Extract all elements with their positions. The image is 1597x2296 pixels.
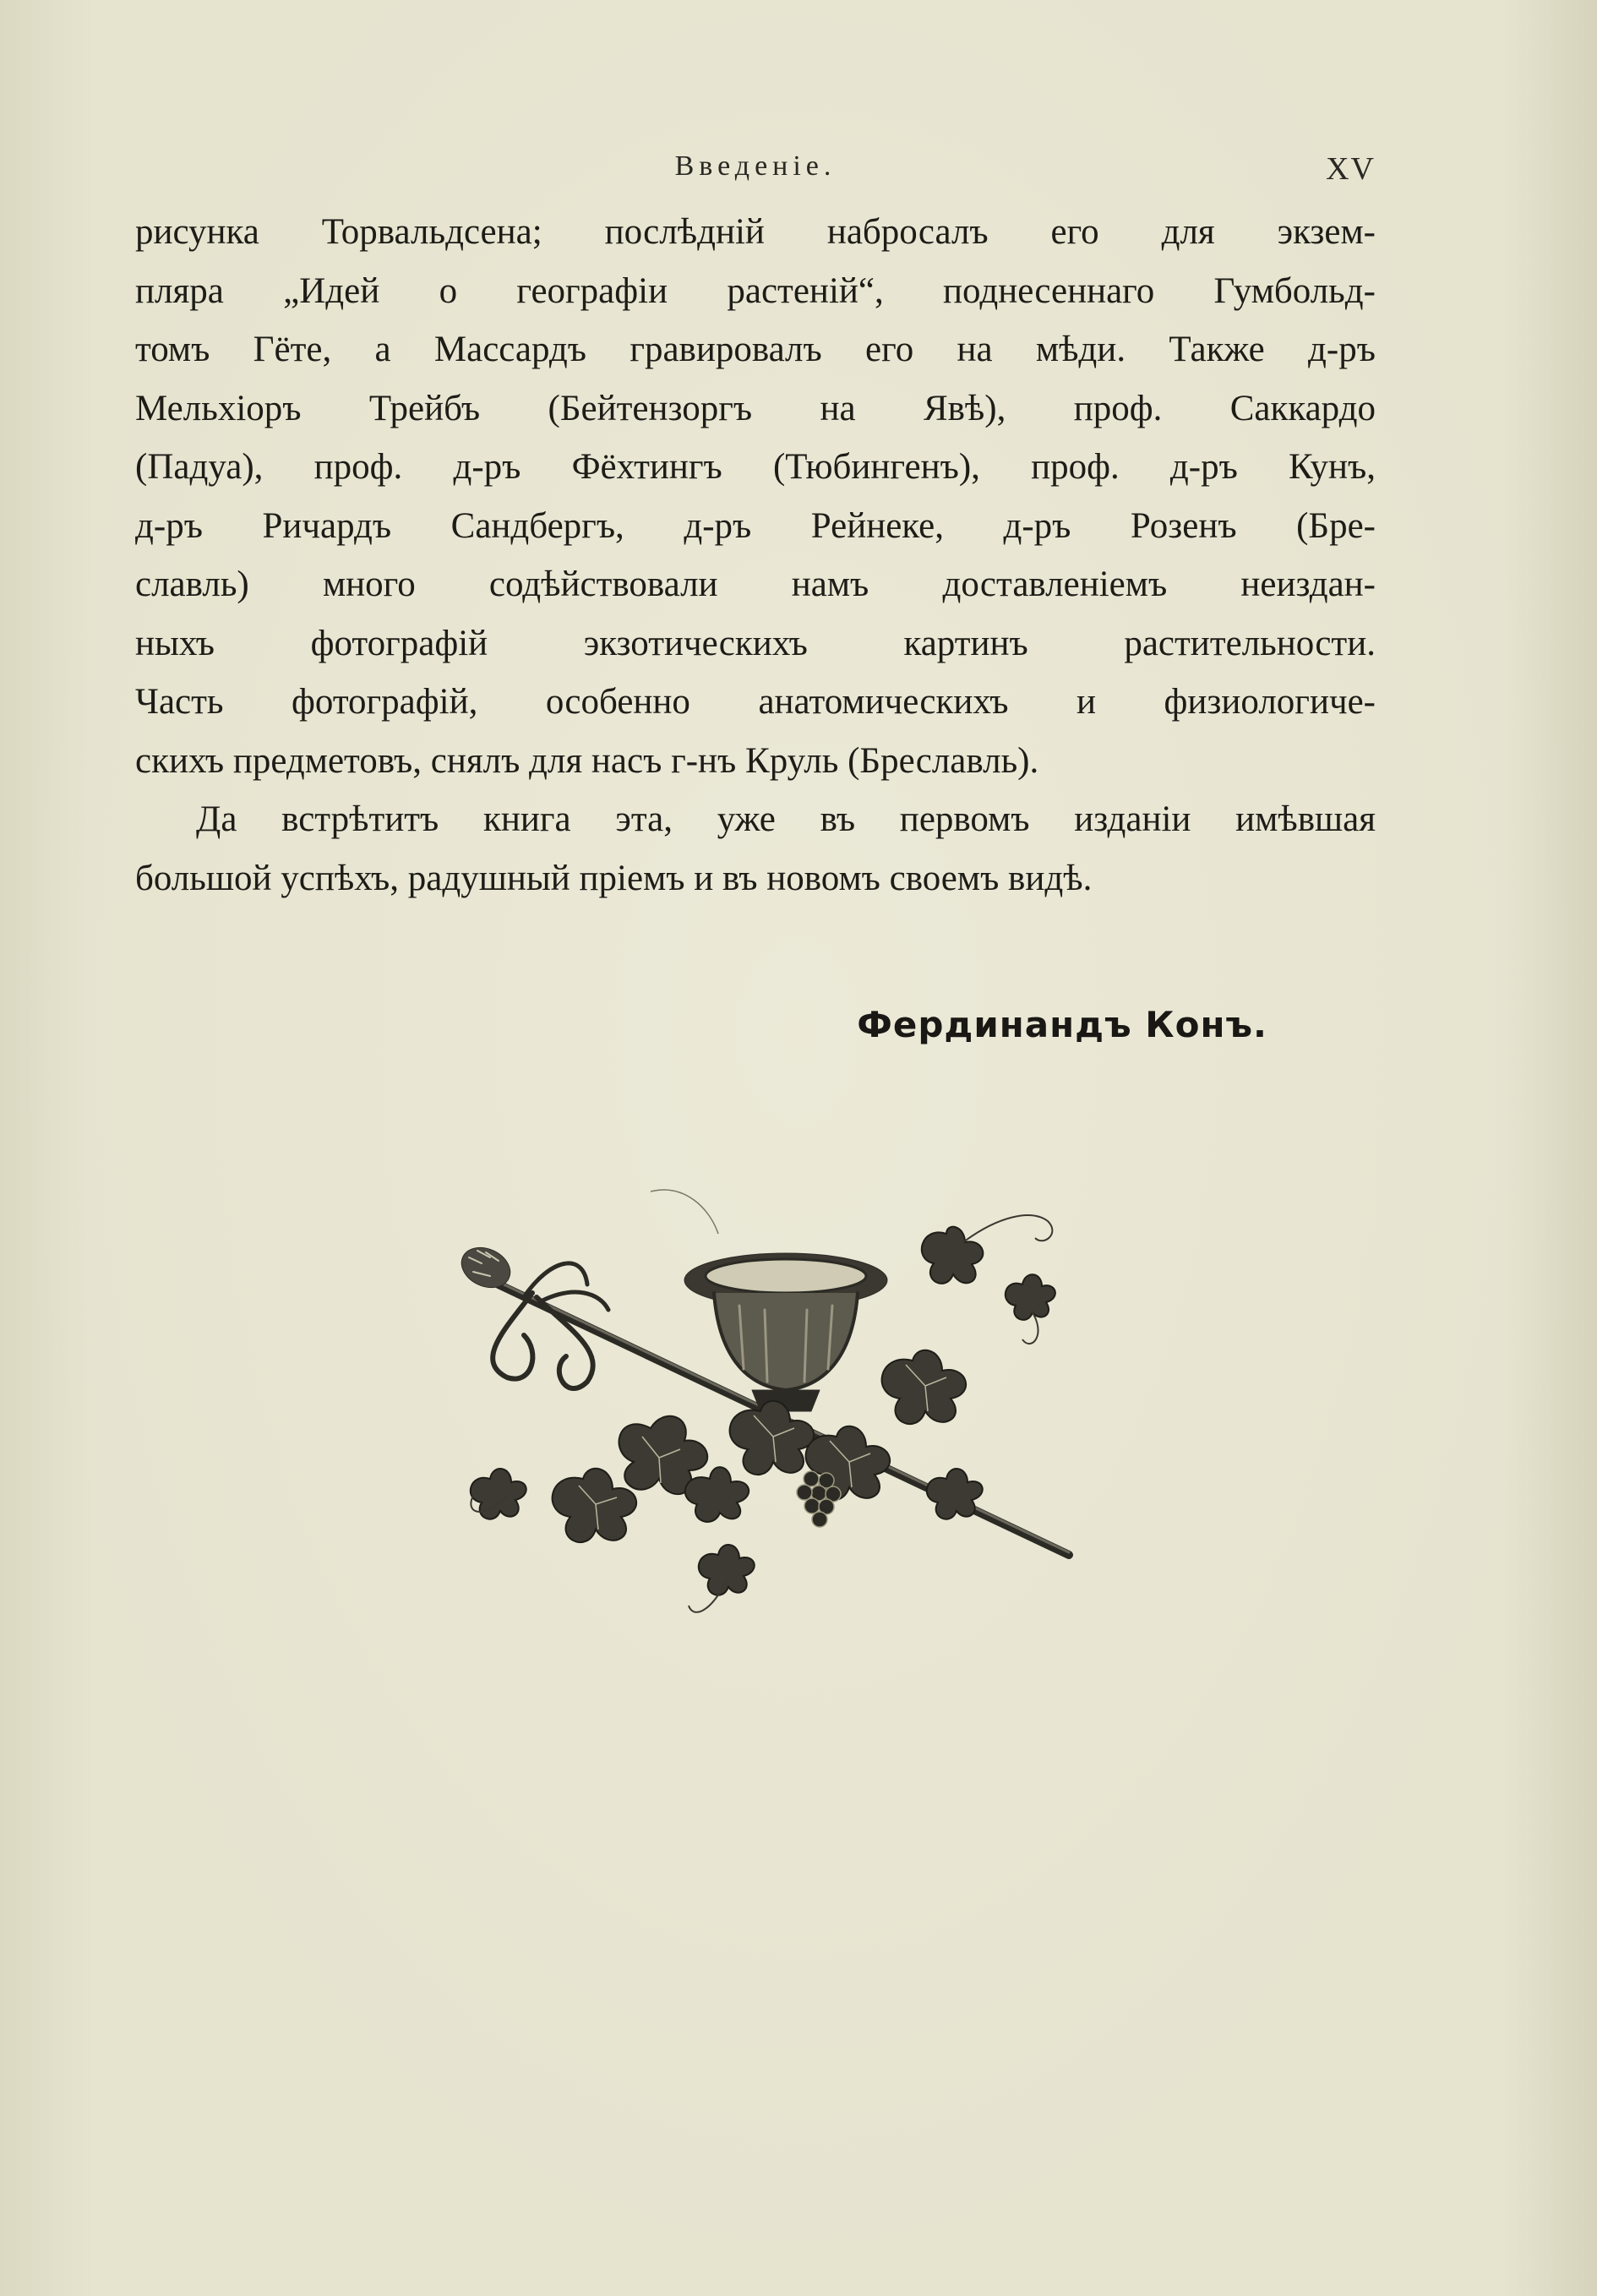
text-line: рисунка Торвальдсена; послѣдній набросалъ его для экзем-: [135, 212, 1376, 252]
text-line: славль) много содѣйствовали намъ доставленіемъ неиздан-: [135, 564, 1376, 604]
text-line: пляра „Идей о географіи растеній“, поднесеннаго Гумбольд-: [135, 270, 1376, 311]
text-line: большой успѣхъ, радушный пріемъ и въ новомъ своемъ видѣ.: [135, 858, 1093, 898]
text-line: (Падуа), проф. д-ръ Фёхтингъ (Тюбингенъ), проф. д-ръ Кунъ,: [135, 447, 1376, 487]
running-title: Введеніе.: [674, 150, 837, 182]
text-line: ныхъ фотографій экзотическихъ картинъ растительности.: [135, 623, 1376, 663]
text-line: Часть фотографій, особенно анатомическихъ и физиологиче-: [135, 682, 1376, 722]
body-text: [135, 203, 1376, 908]
author-signature: Фердинандъ Конъ.: [857, 1004, 1267, 1045]
text-line: д-ръ Ричардъ Сандбергъ, д-ръ Рейнеке, д-ръ Розенъ (Бре-: [135, 505, 1376, 546]
text-line: томъ Гёте, а Массардъ гравировалъ его на мѣди. Также д-ръ: [135, 330, 1376, 369]
page-number: XV: [1326, 151, 1376, 187]
text-line: Мельхіоръ Трейбъ (Бейтензоргъ на Явѣ), проф. Саккардо: [135, 388, 1376, 428]
text-line: скихъ предметовъ, снялъ для насъ г-нъ Круль (Бреславль).: [135, 740, 1039, 781]
text-line: Да встрѣтитъ книга эта, уже въ первомъ изданіи имѣвшая: [196, 799, 1376, 839]
running-head: [135, 150, 1376, 193]
floral-candlestick-vignette-icon: [439, 1158, 1098, 1648]
